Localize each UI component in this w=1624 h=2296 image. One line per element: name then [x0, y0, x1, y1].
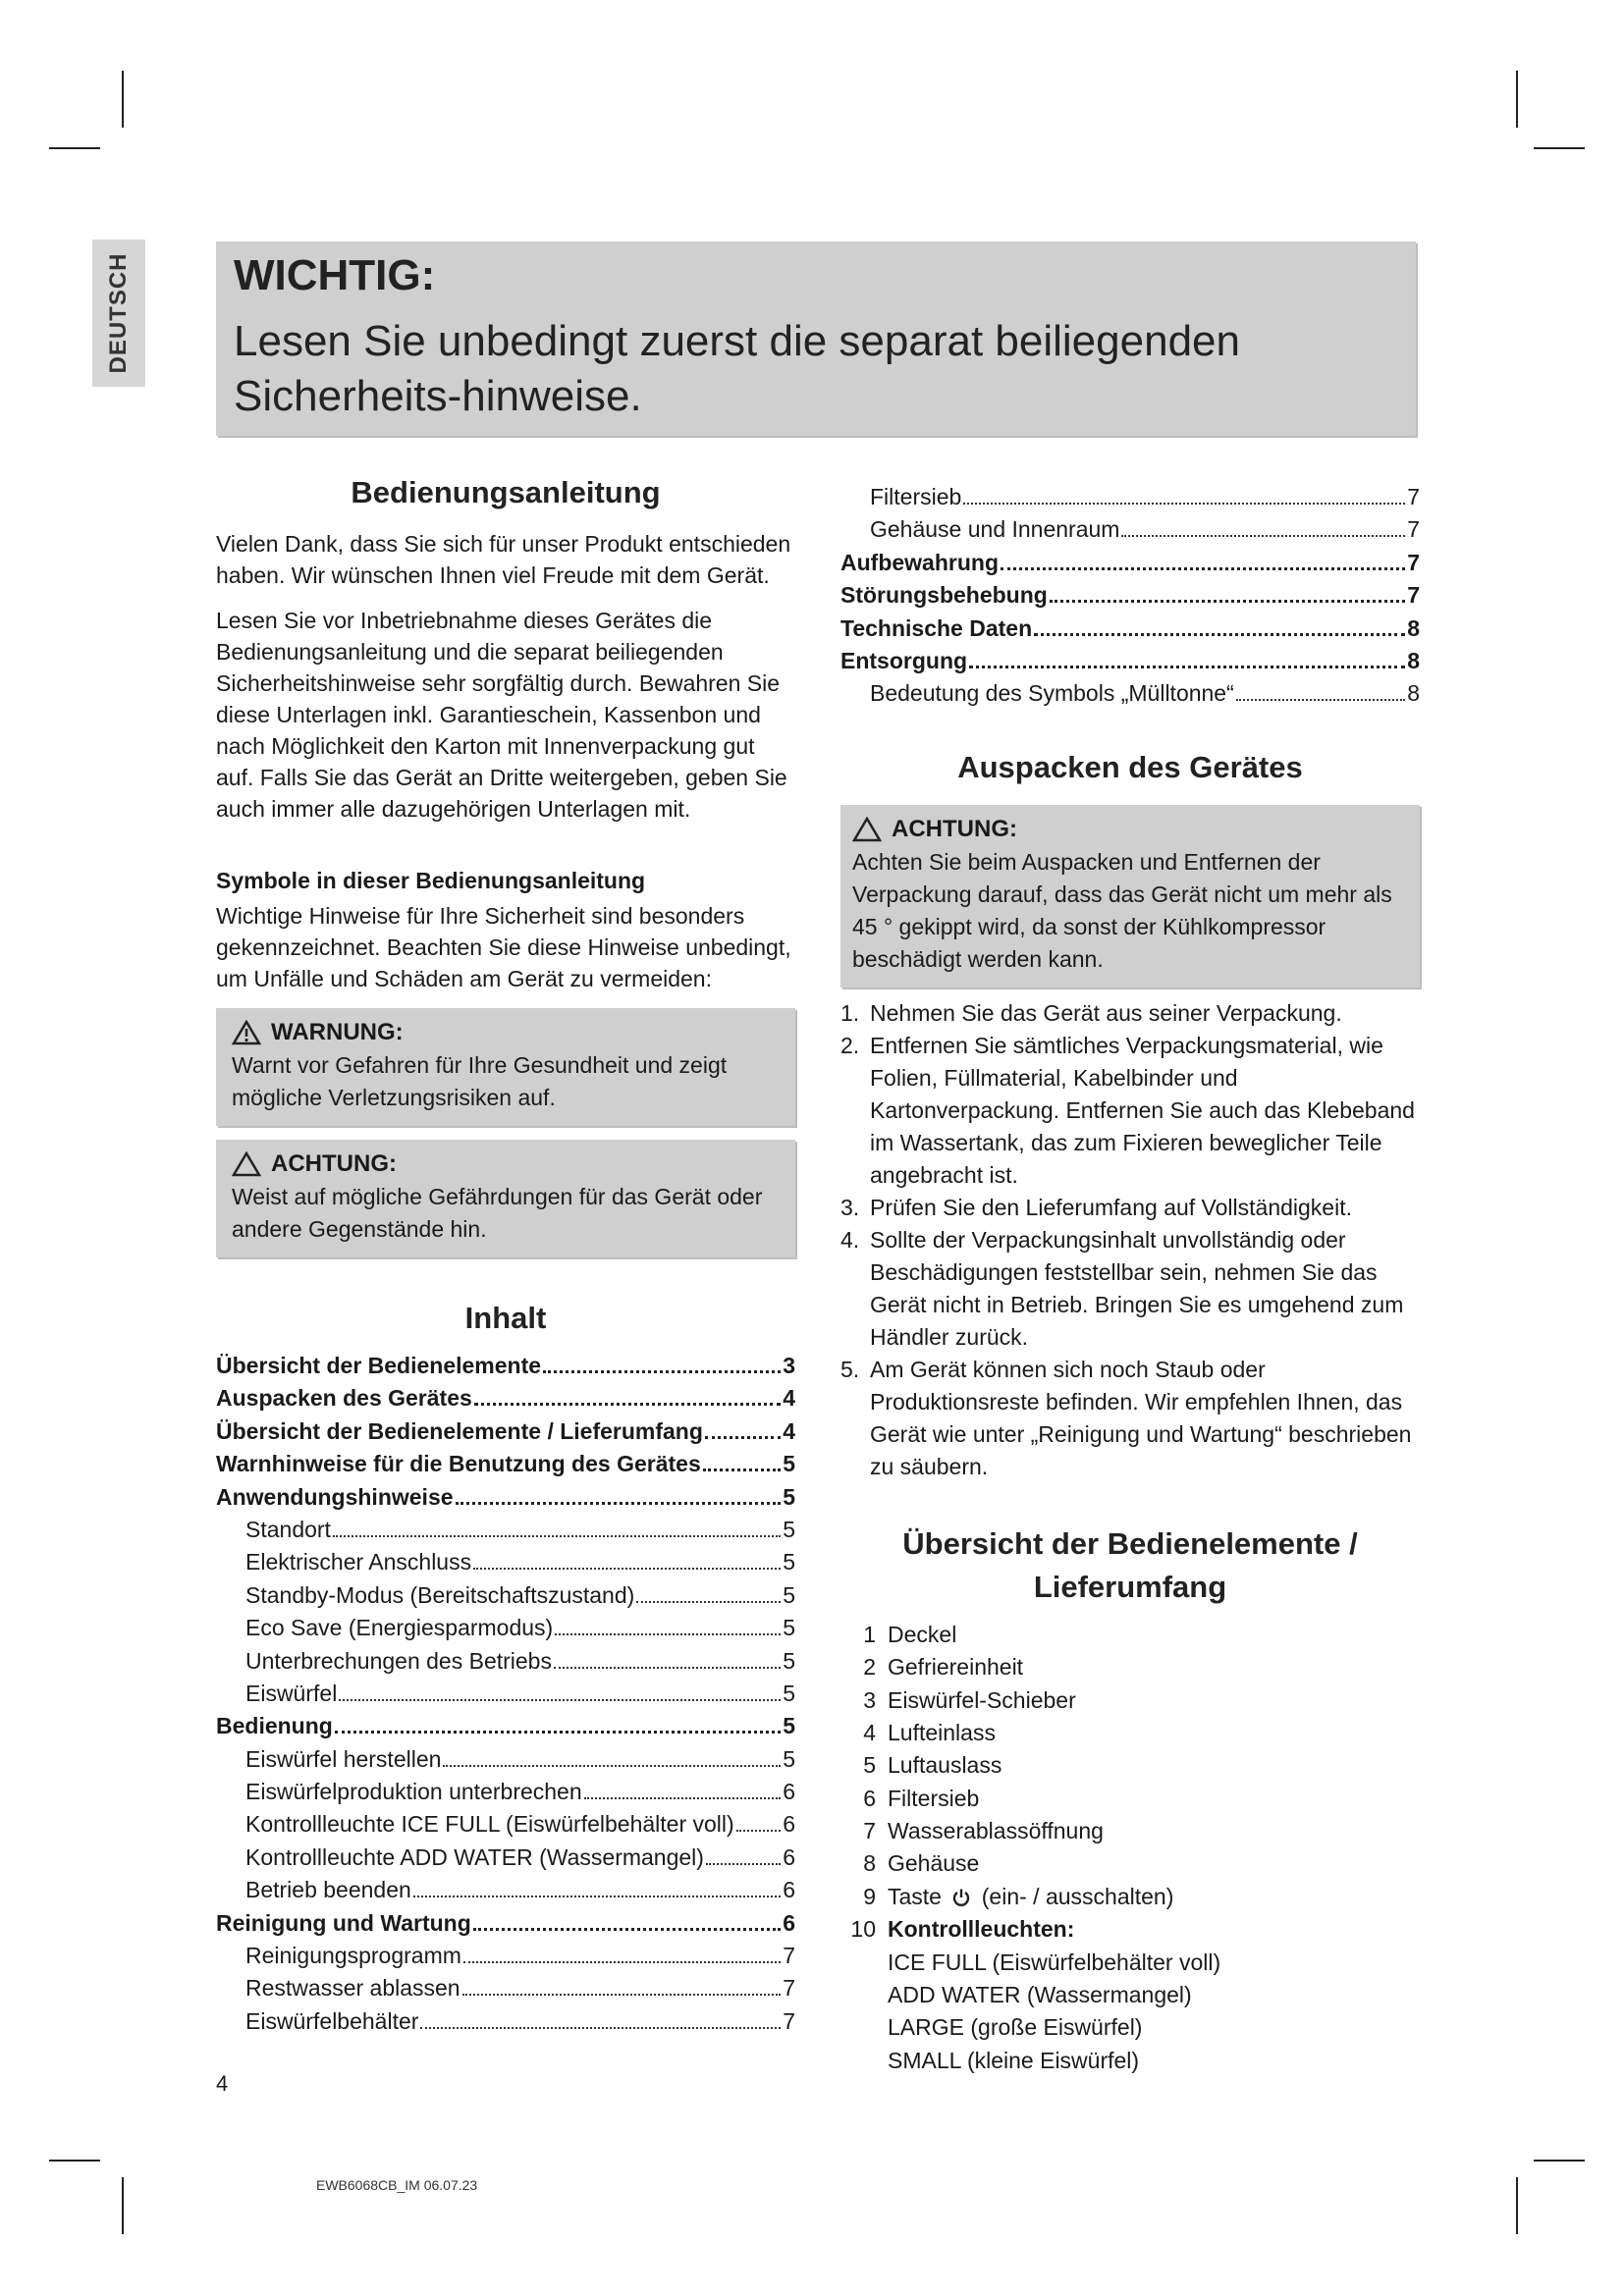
toc-entry — [216, 1415, 795, 1448]
toc-entry-page: 5 — [783, 1615, 795, 1641]
toc-entry-label: Betrieb beenden — [245, 1877, 411, 1903]
step-number: 5. — [840, 1356, 860, 1382]
toc-entry — [840, 579, 1420, 612]
step-number: 3. — [840, 1194, 860, 1220]
parts-item — [840, 1619, 1420, 1651]
indicator-light-item: LARGE (große Eiswürfel) — [888, 2014, 1143, 2041]
warning-box — [216, 1008, 795, 1126]
parts-item — [840, 1815, 1420, 1847]
toc-entry-label: Standort — [245, 1516, 331, 1542]
toc-entry-label: Aufbewahrung — [840, 549, 999, 575]
toc-entry — [216, 1382, 795, 1415]
crop-mark — [122, 71, 124, 128]
toc-entry — [216, 1481, 795, 1514]
crop-mark — [1516, 2177, 1518, 2234]
toc-entry-label: Kontrollleuchte ICE FULL (Eiswürfelbehälter voll) — [245, 1811, 734, 1838]
toc-leader-dots — [584, 1797, 782, 1799]
parts-item-label: Deckel — [888, 1621, 957, 1647]
step-number: 4. — [840, 1226, 860, 1253]
toc-entry-label: Eiswürfelbehälter — [245, 2007, 419, 2034]
banner-title: WICHTIG: — [234, 251, 436, 299]
parts-item-label: Lufteinlass — [888, 1719, 996, 1745]
unpacking-caution-box — [840, 805, 1420, 988]
toc-entry — [216, 1907, 795, 1940]
toc-leader-dots — [705, 1436, 781, 1439]
toc-list-right — [840, 481, 1420, 711]
important-banner — [216, 241, 1416, 436]
unpacking-step — [840, 1224, 1420, 1354]
toc-entry-label: Übersicht der Bedienelemente / Lieferumfang — [216, 1417, 703, 1444]
toc-entry-label: Entsorgung — [840, 647, 968, 673]
toc-leader-dots — [963, 503, 1405, 505]
toc-entry-page: 7 — [1407, 516, 1420, 543]
caution-text: Weist auf mögliche Gefährdungen für das Gerät oder andere Gegenstände hin. — [232, 1184, 763, 1242]
indicator-light-item: SMALL (kleine Eiswürfel) — [888, 2047, 1140, 2073]
toc-entry — [840, 645, 1420, 677]
toc-entry-label: Technische Daten — [840, 614, 1033, 641]
toc-leader-dots — [463, 1961, 781, 1963]
toc-entry-page: 7 — [783, 1943, 795, 1969]
step-number: 2. — [840, 1032, 860, 1058]
toc-entry-page: 7 — [783, 1975, 795, 2002]
toc-entry-page: 6 — [783, 1877, 795, 1903]
parts-item-label: Wasserablassöffnung — [888, 1818, 1104, 1844]
toc-entry-label: Reinigung und Wartung — [216, 1909, 471, 1936]
toc-leader-dots — [339, 1699, 781, 1701]
toc-entry — [216, 2005, 795, 2038]
banner-body: Lesen Sie unbedingt zuerst die separat beiliegenden Sicherheits-hinweise. — [234, 317, 1240, 420]
toc-leader-dots — [1001, 567, 1405, 570]
footer-code: EWB6068CB_IM 06.07.23 — [316, 2177, 478, 2193]
toc-leader-dots — [473, 1568, 781, 1570]
unpacking-step — [840, 997, 1420, 1030]
caution-triangle-icon — [232, 1151, 261, 1177]
toc-entry-page: 5 — [783, 1713, 795, 1739]
parts-item — [840, 1749, 1420, 1782]
toc-entry — [840, 481, 1420, 513]
toc-entry-page: 5 — [783, 1680, 795, 1706]
toc-entry-label: Übersicht der Bedienelemente — [216, 1353, 542, 1378]
toc-entry — [216, 1350, 795, 1382]
warning-text: Warnt vor Gefahren für Ihre Gesundheit und zeigt mögliche Verletzungsrisiken auf. — [232, 1052, 728, 1110]
step-text: Sollte der Verpackungsinhalt unvollständig oder Beschädigungen feststellbar sein, nehmen Sie das Gerät nicht in Betrieb. Bringen Sie es umgehend zum Händler zurück. — [870, 1226, 1404, 1350]
toc-entry-label: Kontrollleuchte ADD WATER (Wassermangel) — [245, 1843, 704, 1870]
parts-item-label: Gefriereinheit — [888, 1654, 1024, 1681]
step-text: Am Gerät können sich noch Staub oder Produktionsreste befinden. Wir empfehlen Ihnen, das Gerät wie unter „Reinigung und Wartung“ beschrieben zu säubern. — [870, 1356, 1412, 1479]
parts-item-number: 3 — [863, 1686, 876, 1713]
crop-mark — [49, 2160, 100, 2162]
toc-entry-page: 8 — [1407, 614, 1420, 641]
parts-item — [840, 1651, 1420, 1683]
toc-entry — [840, 613, 1420, 645]
toc-entry — [840, 547, 1420, 579]
parts-item-number: 1 — [863, 1621, 876, 1647]
toc-entry — [840, 513, 1420, 546]
toc-entry-page: 7 — [783, 2007, 795, 2034]
page-number: 4 — [216, 2071, 229, 2096]
indicator-light-item: ADD WATER (Wassermangel) — [888, 1982, 1192, 2008]
toc-entry — [216, 1808, 795, 1841]
parts-item-number: 7 — [863, 1818, 876, 1844]
parts-item-number: 8 — [863, 1850, 876, 1877]
parts-item-label: Luftauslass — [888, 1752, 1002, 1779]
toc-entry-page: 6 — [783, 1843, 795, 1870]
language-tab — [92, 240, 145, 387]
toc-entry — [216, 1579, 795, 1612]
step-text: Entfernen Sie sämtliches Verpackungsmaterial, wie Folien, Füllmaterial, Kabelbinder und Kartonverpackung. Entfernen Sie auch das Klebeband im Wassertank, das zum Fixieren beweglicher Teile angebracht ist. — [870, 1032, 1415, 1188]
parts-item-label: Kontrollleuchten: — [888, 1916, 1075, 1943]
toc-entry — [216, 1514, 795, 1546]
parts-item-number: 6 — [863, 1785, 876, 1811]
toc-entry-page: 5 — [783, 1647, 795, 1674]
toc-entry-page: 5 — [783, 1451, 795, 1477]
symbols-heading: Symbole in dieser Bedienungsanleitung — [216, 868, 646, 893]
toc-entry — [216, 1940, 795, 1972]
crop-mark — [49, 147, 100, 149]
parts-item-label: Gehäuse — [888, 1850, 980, 1877]
toc-leader-dots — [333, 1535, 781, 1537]
toc-leader-dots — [706, 1863, 781, 1865]
toc-leader-dots — [1050, 600, 1405, 603]
toc-heading: Inhalt — [464, 1301, 547, 1335]
unpacking-steps — [840, 997, 1420, 1483]
toc-leader-dots — [443, 1765, 781, 1767]
toc-entry-label: Anwendungshinweise — [216, 1483, 454, 1510]
indicator-lights-list — [840, 1947, 1420, 2078]
toc-entry — [216, 1972, 795, 2004]
toc-entry-page: 4 — [783, 1417, 795, 1444]
caution-box — [216, 1140, 795, 1257]
parts-item — [840, 1913, 1420, 1946]
toc-entry-label: Unterbrechungen des Betriebs — [245, 1647, 552, 1674]
parts-item — [840, 1684, 1420, 1717]
toc-leader-dots — [462, 1994, 782, 1996]
toc-entry-label: Bedienung — [216, 1713, 333, 1739]
toc-entry-page: 8 — [1407, 647, 1420, 673]
language-tab-label: DEUTSCH — [105, 252, 132, 374]
toc-entry-page: 6 — [783, 1779, 795, 1805]
toc-leader-dots — [969, 666, 1405, 668]
indicator-light-item: ICE FULL (Eiswürfelbehälter voll) — [888, 1949, 1221, 1975]
toc-leader-dots — [1236, 699, 1405, 701]
unpacking-caution-text: Achten Sie beim Auspacken und Entfernen der Verpackung darauf, dass das Gerät nicht um mehr als 45 ° gekippt wird, da sonst der Kühlkompressor beschädigt werden kann. — [852, 848, 1392, 972]
parts-item — [840, 1717, 1420, 1749]
parts-item-number: 10 — [850, 1916, 876, 1943]
crop-mark — [1516, 71, 1518, 128]
toc-entry-page: 7 — [1407, 549, 1420, 575]
toc-entry — [216, 1546, 795, 1578]
toc-entry-page: 8 — [1407, 680, 1420, 707]
toc-entry-page: 4 — [783, 1385, 795, 1412]
toc-entry — [216, 1678, 795, 1710]
parts-item-label: Filtersieb — [888, 1785, 980, 1811]
parts-item — [840, 1783, 1420, 1815]
toc-leader-dots — [703, 1468, 781, 1471]
unpacking-heading: Auspacken des Gerätes — [957, 749, 1303, 784]
toc-entry — [840, 677, 1420, 710]
toc-entry-page: 5 — [783, 1516, 795, 1542]
toc-entry-label: Störungsbehebung — [840, 582, 1048, 609]
toc-entry-label: Elektrischer Anschluss — [245, 1549, 472, 1575]
crop-mark — [122, 2177, 124, 2234]
toc-leader-dots — [335, 1731, 781, 1734]
toc-list-left — [216, 1350, 795, 2038]
parts-item — [840, 1847, 1420, 1880]
unpacking-step — [840, 1354, 1420, 1483]
toc-entry-page: 6 — [783, 1811, 795, 1838]
manual-heading: Bedienungsanleitung — [351, 475, 661, 509]
parts-item-label: Eiswürfel-Schieber — [888, 1686, 1076, 1713]
intro-paragraph-1: Vielen Dank, dass Sie sich für unser Produkt entschieden haben. Wir wünschen Ihnen viel Freude mit dem Gerät. — [216, 531, 791, 588]
caution-title: ACHTUNG: — [271, 1150, 397, 1177]
warning-triangle-icon — [232, 1020, 261, 1045]
toc-leader-dots — [456, 1502, 782, 1505]
crop-mark — [1534, 147, 1585, 149]
toc-entry — [216, 1874, 795, 1906]
step-number: 1. — [840, 999, 860, 1026]
toc-entry-label: Eco Save (Energiesparmodus) — [245, 1615, 554, 1641]
toc-entry — [216, 1842, 795, 1874]
toc-leader-dots — [420, 2027, 781, 2029]
parts-item-number: 2 — [863, 1654, 876, 1681]
warning-title: WARNUNG: — [271, 1019, 404, 1045]
unpacking-caution-title: ACHTUNG: — [892, 815, 1017, 842]
parts-item-number: 5 — [863, 1752, 876, 1779]
toc-leader-dots — [736, 1830, 782, 1832]
parts-item-number: 4 — [863, 1719, 876, 1745]
toc-leader-dots — [554, 1667, 781, 1669]
power-icon — [951, 1888, 971, 1907]
toc-entry-label: Gehäuse und Innenraum — [870, 516, 1120, 543]
toc-entry-label: Auspacken des Gerätes — [216, 1385, 472, 1412]
toc-leader-dots — [413, 1896, 781, 1897]
toc-entry-label: Bedeutung des Symbols „Mülltonne“ — [870, 680, 1234, 707]
power-button-description: (ein- / ausschalten) — [981, 1883, 1174, 1909]
parts-item — [840, 1881, 1420, 1913]
toc-entry-page: 5 — [783, 1745, 795, 1772]
toc-entry — [216, 1743, 795, 1776]
toc-entry — [216, 1448, 795, 1480]
toc-entry-label: Filtersieb — [870, 484, 962, 509]
parts-heading: Übersicht der Bedienelemente / Lieferumfang — [902, 1525, 1358, 1604]
unpacking-step — [840, 1030, 1420, 1192]
toc-leader-dots — [1121, 535, 1405, 537]
intro-paragraph-2: Lesen Sie vor Inbetriebnahme dieses Gerätes die Bedienungsanleitung und die separat beiliegenden Sicherheitshinweise sehr sorgfältig durch. Bewahren Sie diese Unterlagen inkl. Garantieschein, Kassenbon und nach Möglichkeit den Karton mit Innenverpackung gut auf. Falls Sie das Gerät an Dritte weitergeben, geben Sie auch immer alle dazugehörigen Unterlagen mit. — [216, 608, 787, 822]
toc-entry-label: Eiswürfel herstellen — [245, 1745, 442, 1772]
parts-list — [840, 1619, 1420, 1881]
parts-item-number: 9 — [863, 1883, 876, 1909]
toc-entry-label: Standby-Modus (Bereitschaftszustand) — [245, 1581, 635, 1608]
toc-entry-page: 3 — [783, 1353, 795, 1378]
toc-entry-page: 5 — [783, 1483, 795, 1510]
toc-leader-dots — [473, 1928, 781, 1931]
toc-leader-dots — [636, 1601, 781, 1603]
toc-entry — [216, 1612, 795, 1644]
power-button-label: Taste — [888, 1883, 942, 1909]
toc-leader-dots — [1034, 633, 1405, 636]
toc-entry-label: Reinigungsprogramm — [245, 1943, 461, 1969]
toc-entry-label: Restwasser ablassen — [245, 1975, 460, 2002]
left-column — [216, 475, 795, 2038]
toc-leader-dots — [474, 1403, 781, 1406]
toc-entry-label: Warnhinweise für die Benutzung des Gerätes — [216, 1451, 701, 1477]
toc-entry-page: 7 — [1407, 484, 1420, 509]
step-text: Nehmen Sie das Gerät aus seiner Verpackung. — [870, 999, 1342, 1026]
toc-entry-page: 5 — [783, 1581, 795, 1608]
toc-entry — [216, 1710, 795, 1742]
toc-leader-dots — [543, 1370, 781, 1373]
unpacking-step — [840, 1192, 1420, 1224]
toc-entry-page: 6 — [783, 1909, 795, 1936]
toc-entry-page: 7 — [1407, 582, 1420, 609]
crop-mark — [1534, 2160, 1585, 2162]
toc-leader-dots — [555, 1633, 781, 1635]
caution-triangle-icon — [852, 817, 882, 842]
toc-entry-label: Eiswürfel — [245, 1680, 338, 1706]
step-text: Prüfen Sie den Lieferumfang auf Vollständigkeit. — [870, 1194, 1352, 1220]
toc-entry-page: 5 — [783, 1549, 795, 1575]
toc-entry — [216, 1776, 795, 1808]
toc-entry — [216, 1645, 795, 1678]
right-column — [840, 481, 1420, 2077]
toc-entry-label: Eiswürfelproduktion unterbrechen — [245, 1779, 582, 1805]
symbols-text: Wichtige Hinweise für Ihre Sicherheit sind besonders gekennzeichnet. Beachten Sie diese Hinweise unbedingt, um Unfälle und Schäden am Gerät zu vermeiden: — [216, 903, 791, 991]
parts-item-label — [888, 1881, 1173, 1913]
